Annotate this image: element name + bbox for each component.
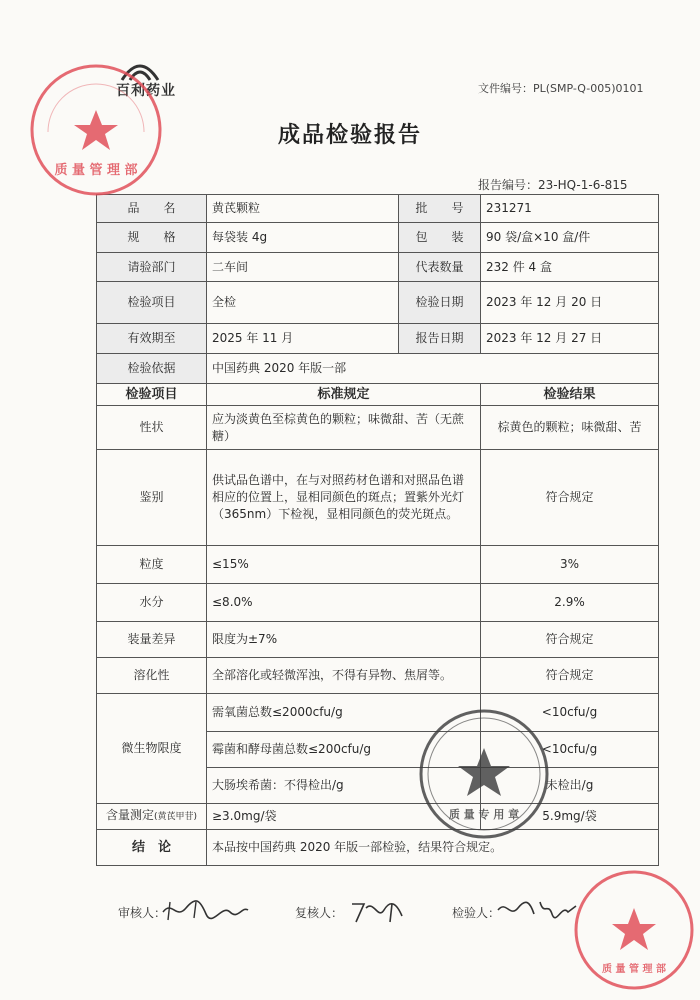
conclusion-value: 本品按中国药典 2020 年版一部检验，结果符合规定。 [207, 830, 659, 866]
col-result-header: 检验结果 [481, 384, 659, 406]
test-standard: ≥3.0mg/袋 [207, 804, 481, 830]
info-row [97, 324, 659, 354]
test-row [97, 406, 659, 450]
test-name: 装量差异 [97, 622, 207, 658]
test-result: 棕黄色的颗粒；味微甜、苦 [481, 406, 659, 450]
test-name: 鉴别 [97, 450, 207, 546]
column-header-row [97, 384, 659, 406]
middle-quality-seal [416, 706, 552, 842]
qty-value: 232 件 4 盒 [481, 253, 659, 282]
info-row [97, 253, 659, 282]
assay-note: (黄芪甲苷) [153, 812, 198, 822]
test-row [97, 694, 659, 732]
checker-label: 复核人： [295, 906, 344, 920]
batch-label: 批 号 [399, 195, 481, 223]
test-standard: 全部溶化或轻微浑浊，不得有异物、焦屑等。 [207, 658, 481, 694]
test-standard: 限度为±7% [207, 622, 481, 658]
company-logo-text: 百利药业 [116, 83, 176, 99]
test-standard: 供试品色谱中，在与对照药材色谱和对照品色谱相应的位置上，显相同颜色的斑点；置紫外光灯（365nm）下检视，显相同颜色的荧光斑点。 [207, 450, 481, 546]
reviewer-signature [160, 896, 250, 924]
basis-label: 检验依据 [97, 354, 207, 384]
col-standard-header: 标准规定 [207, 384, 481, 406]
basis-value: 中国药典 2020 年版一部 [207, 354, 659, 384]
date-value: 2023 年 12 月 20 日 [481, 282, 659, 324]
test-standard: 应为淡黄色至棕黄色的颗粒；味微甜、苦（无蔗糖） [207, 406, 481, 450]
svg-text:质 量 专 用 章: 质 量 专 用 章 [448, 808, 520, 821]
qty-label: 代表数量 [399, 253, 481, 282]
checker-signature [348, 896, 412, 926]
report-date-value: 2023 年 12 月 27 日 [481, 324, 659, 354]
item-value: 全检 [207, 282, 399, 324]
dept-value: 二车间 [207, 253, 399, 282]
report-number: 报告编号：23-HQ-1-6-815 [478, 178, 628, 192]
inspector-signature [496, 896, 580, 924]
conclusion-label: 结 论 [97, 830, 207, 866]
item-label: 检验项目 [97, 282, 207, 324]
dept-label: 请验部门 [97, 253, 207, 282]
test-standard: ≤8.0% [207, 584, 481, 622]
test-row [97, 546, 659, 584]
test-result: <10cfu/g [481, 732, 659, 768]
test-result: 3% [481, 546, 659, 584]
date-label: 检验日期 [399, 282, 481, 324]
left-quality-seal [28, 62, 164, 198]
test-row [97, 584, 659, 622]
test-result: 2.9% [481, 584, 659, 622]
test-row [97, 622, 659, 658]
test-result: 符合规定 [481, 622, 659, 658]
test-name: 性状 [97, 406, 207, 450]
test-result: 符合规定 [481, 658, 659, 694]
test-result: 5.9mg/袋 [481, 804, 659, 830]
test-standard: 大肠埃希菌：不得检出/g [207, 768, 481, 804]
test-name: 水分 [97, 584, 207, 622]
expiry-value: 2025 年 11 月 [207, 324, 399, 354]
inspection-table [96, 194, 659, 866]
test-result: 未检出/g [481, 768, 659, 804]
svg-text:质 量 管 理 部: 质 量 管 理 部 [54, 163, 138, 178]
name-value: 黄芪颗粒 [207, 195, 399, 223]
test-standard: ≤15% [207, 546, 481, 584]
col-item-header: 检验项目 [97, 384, 207, 406]
test-name: 溶化性 [97, 658, 207, 694]
pack-label: 包 装 [399, 223, 481, 253]
test-standard: 需氧菌总数≤2000cfu/g [207, 694, 481, 732]
test-row [97, 804, 659, 830]
page-title: 成品检验报告 [277, 123, 422, 148]
right-quality-seal [572, 868, 696, 992]
info-row [97, 195, 659, 223]
info-row [97, 282, 659, 324]
file-number: 文件编号：PL(SMP-Q-005)0101 [478, 82, 644, 95]
pack-value: 90 袋/盒×10 盒/件 [481, 223, 659, 253]
svg-text:质 量 管 理 部: 质 量 管 理 部 [602, 964, 666, 975]
name-label: 品 名 [97, 195, 207, 223]
test-name [97, 804, 207, 830]
info-row [97, 354, 659, 384]
info-row [97, 223, 659, 253]
test-row [97, 658, 659, 694]
reviewer-label: 审核人： [118, 906, 167, 920]
test-name: 粒度 [97, 546, 207, 584]
test-row [97, 450, 659, 546]
test-standard: 霉菌和酵母菌总数≤200cfu/g [207, 732, 481, 768]
test-result: <10cfu/g [481, 694, 659, 732]
test-result: 符合规定 [481, 450, 659, 546]
conclusion-row [97, 830, 659, 866]
inspector-label: 检验人： [452, 906, 501, 920]
report-date-label: 报告日期 [399, 324, 481, 354]
spec-value: 每袋装 4g [207, 223, 399, 253]
spec-label: 规 格 [97, 223, 207, 253]
batch-value: 231271 [481, 195, 659, 223]
expiry-label: 有效期至 [97, 324, 207, 354]
assay-label: 含量测定 [105, 808, 154, 822]
test-name: 微生物限度 [97, 694, 207, 804]
